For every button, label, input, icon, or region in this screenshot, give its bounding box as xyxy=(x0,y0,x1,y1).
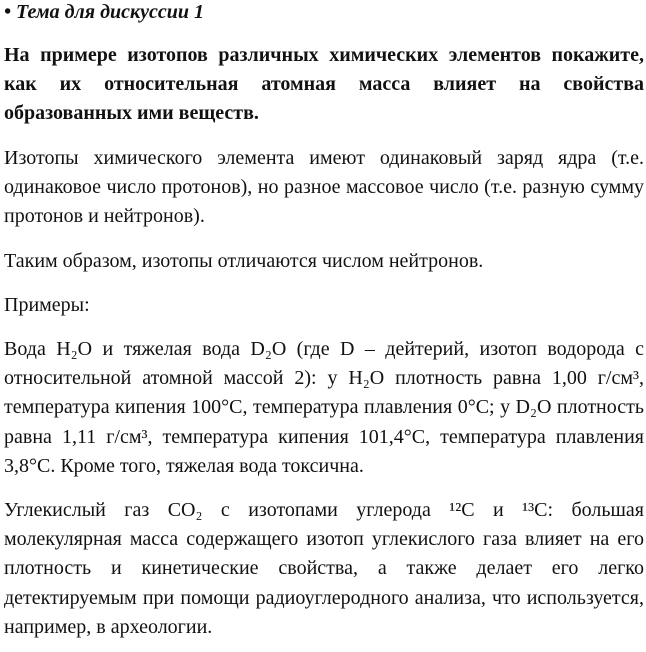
paragraph-examples-label: Примеры: xyxy=(4,293,90,316)
paragraph-heavy-water: Вода H₂O и тяжелая вода D₂O (где D – дейтерий, изотоп водорода с относительной атомной массой 2): у H₂O плотность равна 1,00 г/см³, температура кипения 100°С, температура плавления 0°С; у D₂O плотность равна 1,11 г/см³, температура кипения 101,4°С, температура плавления 3,8°С. Кроме того, тяжелая вода токсична. xyxy=(4,338,644,477)
paragraph-isotopes-definition: Изотопы химического элемента имеют одинаковый заряд ядра (т.е. одинаковое число протонов), но разное массовое число (т.е. разную сумму протонов и нейтронов). xyxy=(4,147,644,228)
paragraph-neutrons: Таким образом, изотопы отличаются числом нейтронов. xyxy=(4,249,484,272)
paragraph-carbon-dioxide: Углекислый газ CO₂ с изотопами углерода ¹²C и ¹³C: большая молекулярная масса содержащего изотоп углекислого газа влияет на его плотность и кинетические свойства, а также делает его легко детектируемым при помощи радиоуглеродного анализа, что используется, например, в археологии. xyxy=(4,499,644,638)
document-page xyxy=(4,0,644,642)
discussion-question: На примере изотопов различных химических элементов покажите, как их относительная атомная масса влияет на свойства образованных ими веществ. xyxy=(4,44,644,124)
discussion-topic-heading: • Тема для дискуссии 1 xyxy=(4,1,204,23)
